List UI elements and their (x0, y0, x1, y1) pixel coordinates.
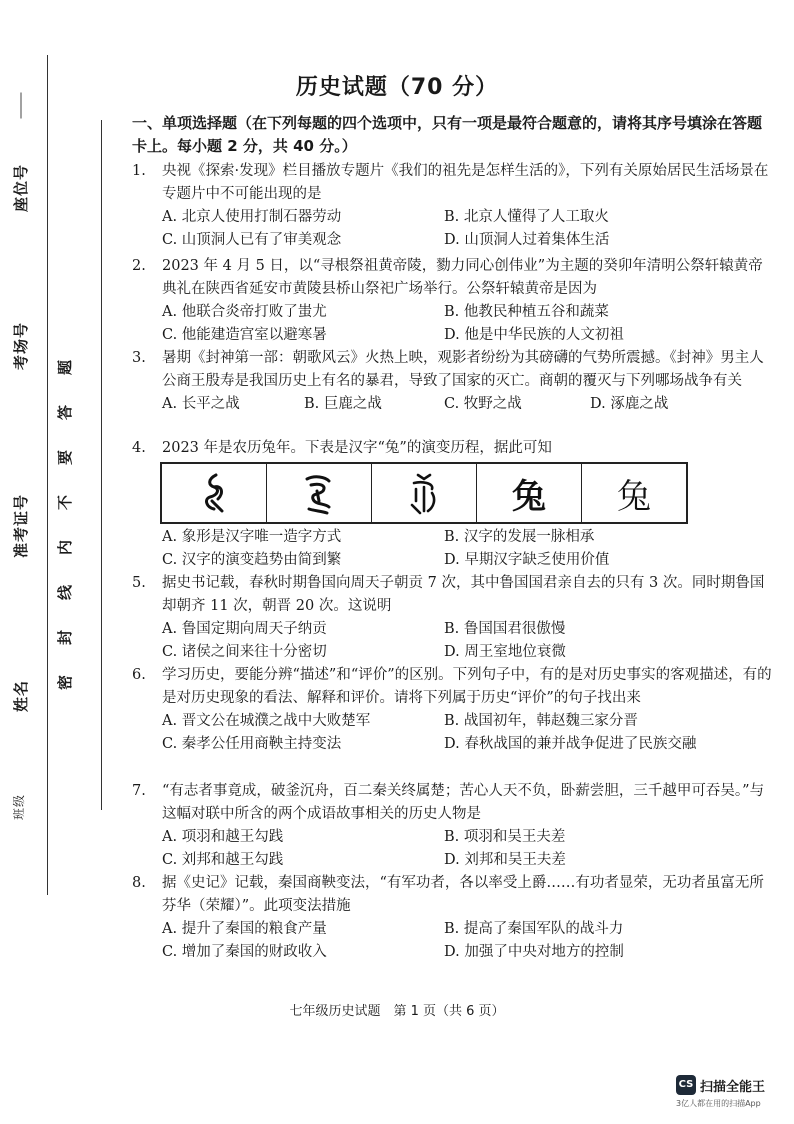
bronze-rabbit-image (298, 471, 340, 515)
question-2 (132, 255, 772, 347)
option-a: A. 象形是汉字唯一造字方式 (162, 529, 342, 545)
question-4 (132, 437, 772, 460)
question-4-options (132, 526, 772, 572)
option-a: A. 长平之战 (162, 396, 240, 412)
option-d: D. 山顶洞人过着集体生活 (444, 232, 610, 248)
option-d: D. 早期汉字缺乏使用价值 (444, 552, 610, 568)
question-3 (132, 347, 772, 416)
option-a: A. 提升了秦国的粮食产量 (162, 921, 327, 937)
seat-number-label: 座位号 (12, 163, 30, 212)
option-c: C. 山顶洞人已有了审美观念 (162, 232, 342, 248)
question-stem: 2023 年是农历兔年。下表是汉字“兔”的演变历程，据此可知 (162, 440, 552, 456)
option-b: B. 巨鹿之战 (304, 396, 382, 412)
oracle-bone-glyph (162, 464, 267, 522)
option-b: B. 项羽和吴王夫差 (444, 829, 566, 845)
question-number: 2. (132, 258, 146, 274)
question-number: 4. (132, 440, 146, 456)
option-d: D. 刘邦和吴王夫差 (444, 852, 566, 868)
question-number: 7. (132, 783, 146, 799)
question-number: 5. (132, 575, 146, 591)
binding-seal-line (101, 120, 102, 810)
question-8 (132, 872, 772, 964)
option-c: C. 牧野之战 (444, 396, 522, 412)
question-number: 6. (132, 667, 146, 683)
question-stem: 2023 年 4 月 5 日，以“寻根祭祖黄帝陵，勠力同心创伟业”为主题的癸卯年清明公祭轩辕黄帝典礼在陕西省延安市黄陵县桥山祭祀广场举行。公祭轩辕黄帝是因为 (162, 258, 763, 297)
regular-glyph (582, 464, 686, 522)
question-stem: 据史书记载，春秋时期鲁国向周天子朝贡 7 次，其中鲁国国君亲自去的只有 3 次。同时期鲁国却朝齐 11 次，朝晋 20 次。这说明 (162, 575, 765, 614)
question-stem: 学习历史，要能分辨“描述”和“评价”的区别。下列句子中，有的是对历史事实的客观描述，有的是对历史现象的看法、解释和评价。请将下列属于历史“评价”的句子找出来 (162, 667, 772, 706)
option-a: A. 项羽和越王勾践 (162, 829, 284, 845)
option-a: A. 鲁国定期向周天子纳贡 (162, 621, 327, 637)
scanner-tagline: 3亿人都在用的扫描App (676, 1099, 761, 1108)
option-c: C. 诸侯之间来往十分密切 (162, 644, 327, 660)
question-5 (132, 572, 772, 664)
option-d: D. 春秋战国的兼并战争促进了民族交融 (444, 736, 697, 752)
option-a: A. 北京人使用打制石器劳动 (162, 209, 342, 225)
rabbit-evolution-table (160, 462, 688, 524)
option-b: B. 鲁国国君很傲慢 (444, 621, 566, 637)
option-c: C. 汉字的演变趋势由简到繁 (162, 552, 342, 568)
bronze-glyph (267, 464, 372, 522)
seal-rabbit-image (403, 471, 445, 515)
question-stem: 暑期《封神第一部：朝歌风云》火热上映，观影者纷纷为其磅礴的气势所震撼。《封神》男主人公商王殷寿是我国历史上有名的暴君，导致了国家的灭亡。商朝的覆灭与下列哪场战争有关 (162, 350, 764, 389)
seal-script-glyph (372, 464, 477, 522)
oracle-rabbit-image (193, 471, 235, 515)
option-a: A. 他联合炎帝打败了蚩尤 (162, 304, 327, 320)
option-b: B. 提高了秦国军队的战斗力 (444, 921, 624, 937)
option-b: B. 北京人懂得了人工取火 (444, 209, 609, 225)
question-stem: 据《史记》记载，秦国商鞅变法，“有军功者，各以率受上爵……有功者显荣，无功者虽富无所芬华（荣耀）”。此项变法措施 (162, 875, 764, 914)
page-footer: 七年级历史试题 第 1 页（共 6 页） (289, 1004, 505, 1019)
clerical-rabbit-char: 兔 (512, 476, 546, 517)
class-label: 班级 (12, 793, 26, 820)
option-d: D. 他是中华民族的人文初祖 (444, 327, 624, 343)
question-1 (132, 160, 772, 252)
clerical-glyph (477, 464, 582, 522)
question-stem: “有志者事竟成，破釜沉舟，百二秦关终属楚；苦心人天不负，卧薪尝胆，三千越甲可吞吴。”与这幅对联中所含的两个成语故事相关的历史人物是 (162, 783, 765, 822)
question-stem: 央视《探索·发现》栏目播放专题片《我们的祖先是怎样生活的》，下列有关原始居民生活场景在专题片中不可能出现的是 (162, 163, 769, 202)
seal-instruction: 密封线内不要答题 (56, 329, 74, 690)
option-b: B. 战国初年，韩赵魏三家分晋 (444, 713, 638, 729)
option-d: D. 加强了中央对地方的控制 (444, 944, 624, 960)
option-d: D. 涿鹿之战 (590, 396, 669, 412)
exam-room-label: 考场号 (12, 321, 30, 370)
ticket-number-label: 准考证号 (12, 493, 30, 558)
option-d: D. 周王室地位衰微 (444, 644, 566, 660)
section-heading: 一、单项选择题（在下列每题的四个选项中，只有一项是最符合题意的，请将其序号填涂在答题卡上。每小题 2 分，共 40 分。） (132, 114, 763, 155)
question-number: 8. (132, 875, 146, 891)
option-b: B. 他教民种植五谷和蔬菜 (444, 304, 609, 320)
option-c: C. 秦孝公任用商鞅主持变法 (162, 736, 342, 752)
regular-rabbit-char: 兔 (617, 476, 651, 517)
question-number: 3. (132, 350, 146, 366)
scanner-name: 扫描全能王 (700, 1080, 766, 1095)
option-c: C. 刘邦和越王勾践 (162, 852, 284, 868)
exam-title: 历史试题（70 分） (295, 75, 499, 100)
binding-border-line (47, 55, 48, 895)
question-7 (132, 780, 772, 872)
option-c: C. 增加了秦国的财政收入 (162, 944, 327, 960)
option-a: A. 晋文公在城濮之战中大败楚军 (162, 713, 371, 729)
option-b: B. 汉字的发展一脉相承 (444, 529, 595, 545)
name-label: 姓名 (12, 679, 30, 712)
camscanner-logo: CS (676, 1075, 696, 1095)
question-number: 1. (132, 163, 146, 179)
question-6 (132, 664, 772, 756)
option-c: C. 他能建造宫室以避寒暑 (162, 327, 327, 343)
